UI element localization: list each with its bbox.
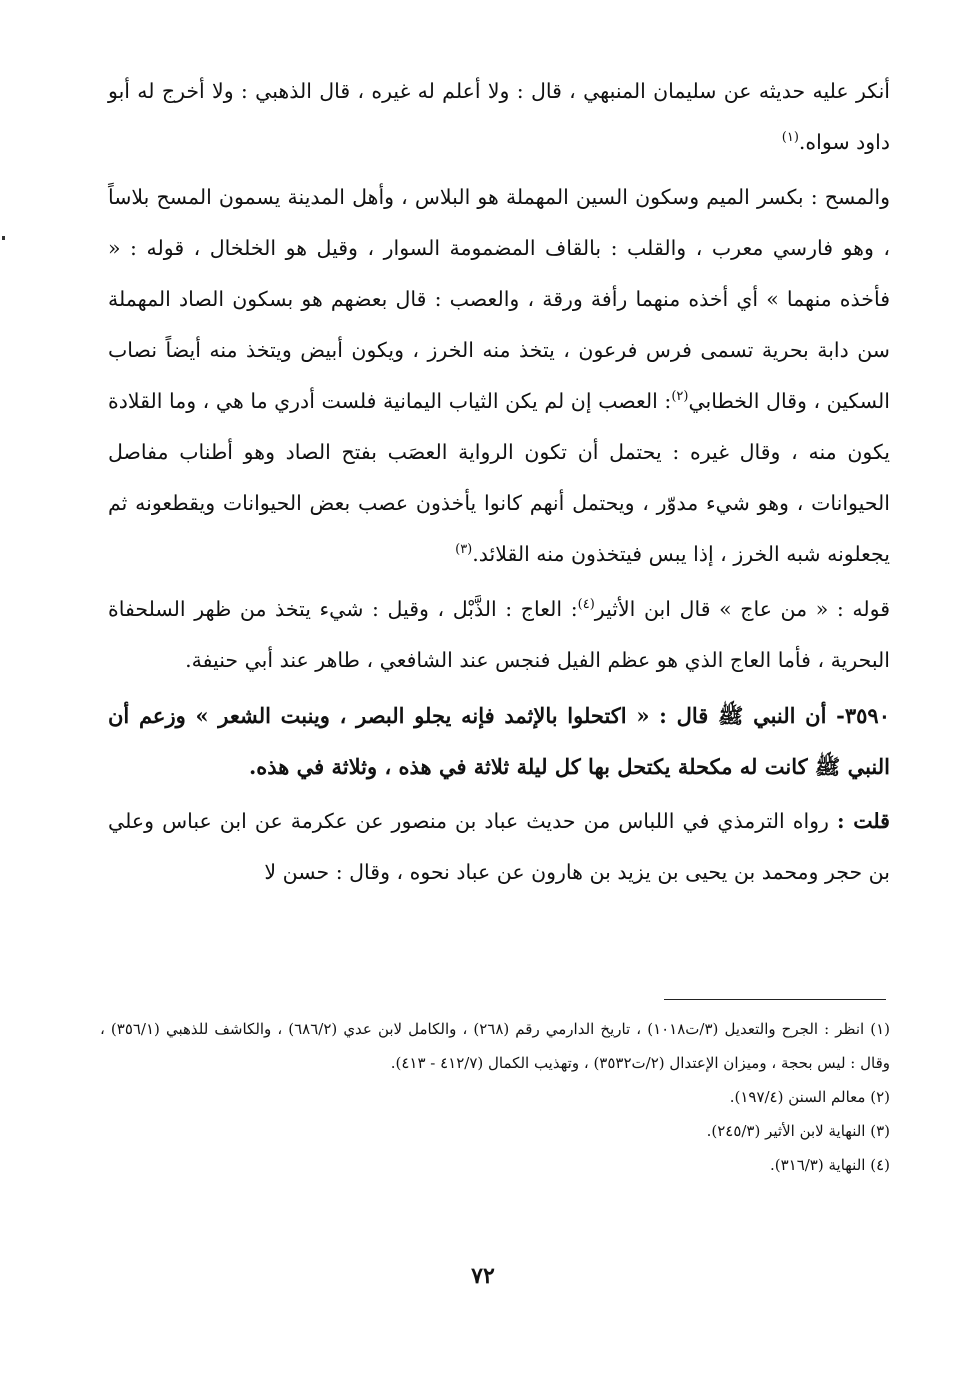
footnotes [100, 1012, 890, 1182]
paragraph-2 [108, 172, 890, 580]
hadith-3590: ٣٥٩٠- أن النبي ﷺ قال : « اكتحلوا بالإثمد فإنه يجلو البصر ، وينبت الشعر » وزعم أن النبي ﷺ كانت له مكحلة يكتحل بها كل ليلة ثلاثة في هذه ، وثلاثة في هذه. [108, 703, 890, 779]
paragraph-4-text: رواه الترمذي في اللباس من حديث عباد بن منصور عن عكرمة عن ابن عباس وعلي بن حجر ومحمد بن يحيى بن يزيد بن هارون عن عباد نحوه ، وقال : حسن لا [108, 809, 890, 884]
footnote-2: (٢) معالم السنن (١٩٧/٤). [729, 1088, 890, 1106]
footnote-3: (٣) النهاية لابن الأثير (٢٤٥/٣). [706, 1122, 890, 1140]
footnote-divider [664, 999, 886, 1000]
paragraph-1-text: أنكر عليه حديثه عن سليمان المنبهي ، قال : ولا أعلم له غيره ، قال الذهبي : ولا أخرج له أبو داود سواه. [108, 79, 890, 154]
footnote-4: (٤) النهاية (٣١٦/٣). [769, 1156, 890, 1174]
page-number: ٧٢ [471, 1263, 495, 1289]
footnote-1: (١) انظر : الجرح والتعديل (٣/ت١٠١٨) ، تاريخ الدارمي رقم (٢٦٨) ، والكامل لابن عدي (٦٨٦/٢) ، والكاشف للذهبي (٣٥٦/١) ، وقال : ليس بحجة ، وميزان الإعتدال (٢/ت٣٥٣٢) ، وتهذيب الكمال (٤١٢/٧ - ٤١٣). [100, 1020, 890, 1072]
paragraph-3 [108, 584, 890, 686]
scan-margin-mark [2, 236, 5, 240]
footnote-ref-2: (٢) [671, 389, 689, 405]
footnote-ref-3: (٣) [455, 542, 473, 558]
footnote-ref-4: (٤) [577, 597, 595, 613]
paragraph-1 [108, 66, 890, 168]
main-text [108, 66, 890, 898]
footnote-ref-1: (١) [781, 130, 799, 146]
paragraph-3-text: قوله : « من عاج » قال ابن الأثير [594, 597, 890, 621]
paragraph-2-text: والمسح : بكسر الميم وسكون السين المهملة هو البلاس ، وأهل المدينة يسمون المسح بلاساً ، وهو فارسي معرب ، والقلب : بالقاف المضمومة السوار ، وقيل هو الخلخال ، قوله : « فأخذه منهما » أي أخذه منهما رأفة ورقة ، والعصب : قال بعضهم هو بسكون الصاد المهملة سن دابة بحرية تسمى فرس فرعون ، يتخذ منه الخرز ، ويكون أبيض ويتخذ منه أيضاً نصاب السكين ، وقال الخطابي [108, 185, 890, 413]
paragraph-2-continued: : العصب إن لم يكن الثياب اليمانية فلست أدري ما هي ، وما القلادة يكون منه ، وقال غيره : يحتمل أن تكون الرواية العصَب بفتح الصاد وهو أطناب مفاصل الحيوانات ، وهو شيء مدوّر ، ويحتمل أنهم كانوا يأخذون عصب بعض الحيوانات ويقطعونه ثم يجعلونه شبه الخرز ، إذا يبس فيتخذون منه القلائد. [108, 389, 890, 566]
paragraph-4 [108, 796, 890, 898]
paragraph-4-lead: قلت : [837, 809, 890, 833]
paragraph-3-continued: : العاج : الذَّبْل ، وقيل : شيء يتخذ من ظهر السلحفاة البحرية ، فأما العاج الذي هو عظم الفيل فنجس عند الشافعي ، طاهر عند أبي حنيفة. [108, 597, 890, 672]
